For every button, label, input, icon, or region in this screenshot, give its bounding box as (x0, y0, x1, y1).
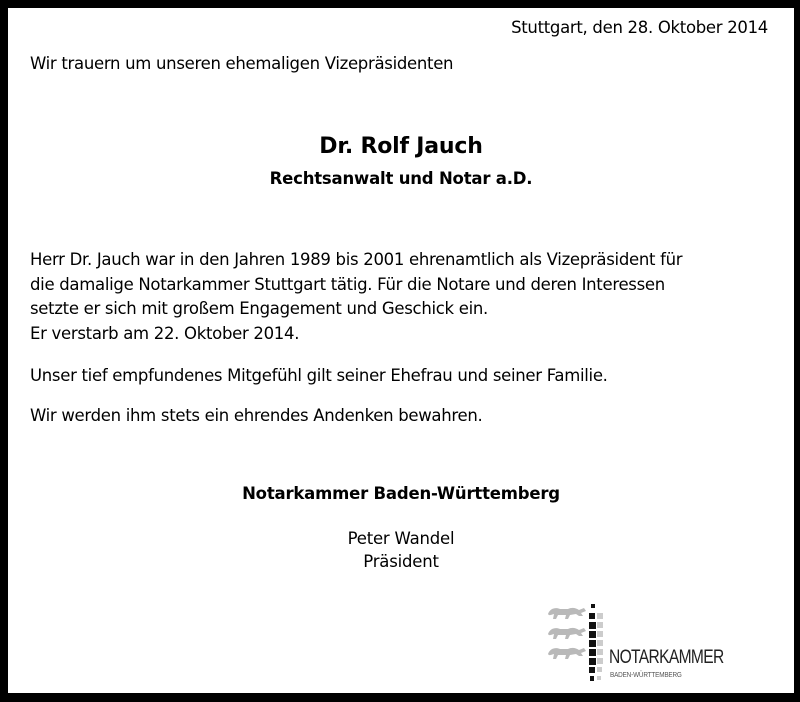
signer-role: Präsident (363, 552, 439, 571)
biography-line: Herr Dr. Jauch war in den Jahren 1989 bis 2001 ehrenamtlich als Vizepräsident für (30, 250, 683, 269)
signer-name: Peter Wandel (347, 529, 455, 548)
biography-line: Er verstarb am 22. Oktober 2014. (30, 323, 300, 343)
three-lions-coat-of-arms-icon (546, 604, 588, 664)
biography-line: setzte er sich mit großem Engagement und Geschick ein. (30, 299, 488, 319)
intro-text: Wir trauern um unseren ehemaligen Vizepräsidenten (30, 54, 454, 73)
signature-block (8, 527, 794, 573)
deceased-name: Dr. Rolf Jauch (319, 134, 483, 159)
biography-line: die damalige Notarkammer Stuttgart tätig. Für die Notare und deren Interessen (30, 274, 665, 294)
deceased-title: Rechtsanwalt und Notar a.D. (269, 169, 533, 188)
remembrance-text: Wir werden ihm stets ein ehrendes Andenken bewahren. (30, 406, 483, 425)
notarkammer-logo (546, 602, 746, 694)
biography-paragraph (30, 248, 682, 346)
organization-name: Notarkammer Baden-Württemberg (242, 484, 560, 503)
logo-wordmark: NOTARKAMMER (609, 647, 724, 668)
place-date: Stuttgart, den 28. Oktober 2014 (511, 18, 768, 37)
logo-subtitle: BADEN-WÜRTTEMBERG (610, 670, 682, 679)
condolence-text: Unser tief empfundenes Mitgefühl gilt seiner Ehefrau und seiner Familie. (30, 366, 608, 385)
